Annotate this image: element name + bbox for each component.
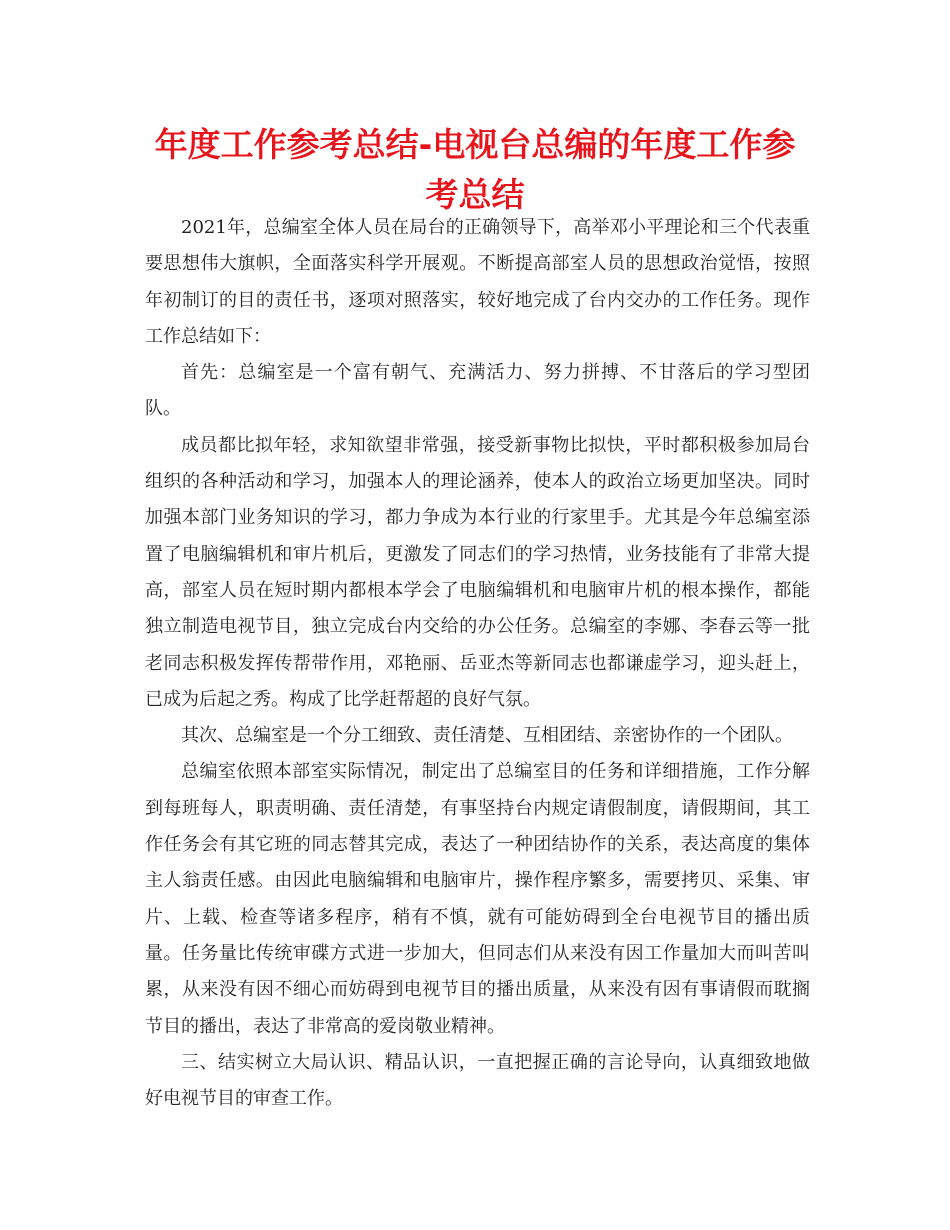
paragraph: 成员都比拟年轻，求知欲望非常强，接受新事物比拟快，平时都积极参加局台组织的各种活动和学习，加强本人的理论涵养，使本人的政治立场更加坚决。同时加强本部门业务知识的学习，都力争成为本行业的行家里手。尤其是今年总编室添置了电脑编辑机和审片机后，更激发了同志们的学习热情，业务技能有了非常大提高，部室人员在短时期内都根本学会了电脑编辑机和电脑审片机的根本操作，都能独立制造电视节目，独立完成台内交给的办公任务。总编室的李娜、李春云等一批老同志积极发挥传帮带作用，邓艳丽、岳亚杰等新同志也都谦虚学习，迎头赶上，已成为后起之秀。构成了比学赶帮超的良好气氛。 [145,434,810,710]
paragraph: 其次、总编室是一个分工细致、责任清楚、互相团结、亲密协作的一个团队。 [181,725,793,747]
paragraph: 首先：总编室是一个富有朝气、充满活力、努力拼搏、不甘落后的学习型团队。 [145,362,810,420]
paragraph: 三、结实树立大局认识、精品认识，一直把握正确的言论导向，认真细致地做好电视节目的审查工作。 [145,1051,810,1110]
paragraph: 总编室依照本部室实际情况，制定出了总编室目的任务和详细措施，工作分解到每班每人，职责明确、责任清楚，有事坚持台内规定请假制度，请假期间，其工作任务会有其它班的同志替其完成，表达了一种团结协作的关系，表达高度的集体主人翁责任感。由因此电脑编辑和电脑审片，操作程序繁多，需要拷贝、采集、审片、上载、检查等诸多程序，稍有不慎，就有可能妨碍到全台电视节目的播出质量。任务量比传统审碟方式进一步加大，但同志们从来没有因工作量加大而叫苦叫累，从来没有因不细心而妨碍到电视节目的播出质量，从来没有因有事请假而耽搁节目的播出，表达了非常高的爱岗敬业精神。 [145,761,810,1037]
document-title: 年度工作参考总结-电视台总编的年度工作参考总结 [154,125,796,214]
document-body [145,210,810,1117]
paragraph: 2021年，总编室全体人员在局台的正确领导下，高举邓小平理论和三个代表重要思想伟大旗帜，全面落实科学开展观。不断提高部室人员的思想政治觉悟，按照年初制订的目的责任书，逐项对照落实，较好地完成了台内交办的工作任务。现作工作总结如下： [145,217,810,347]
